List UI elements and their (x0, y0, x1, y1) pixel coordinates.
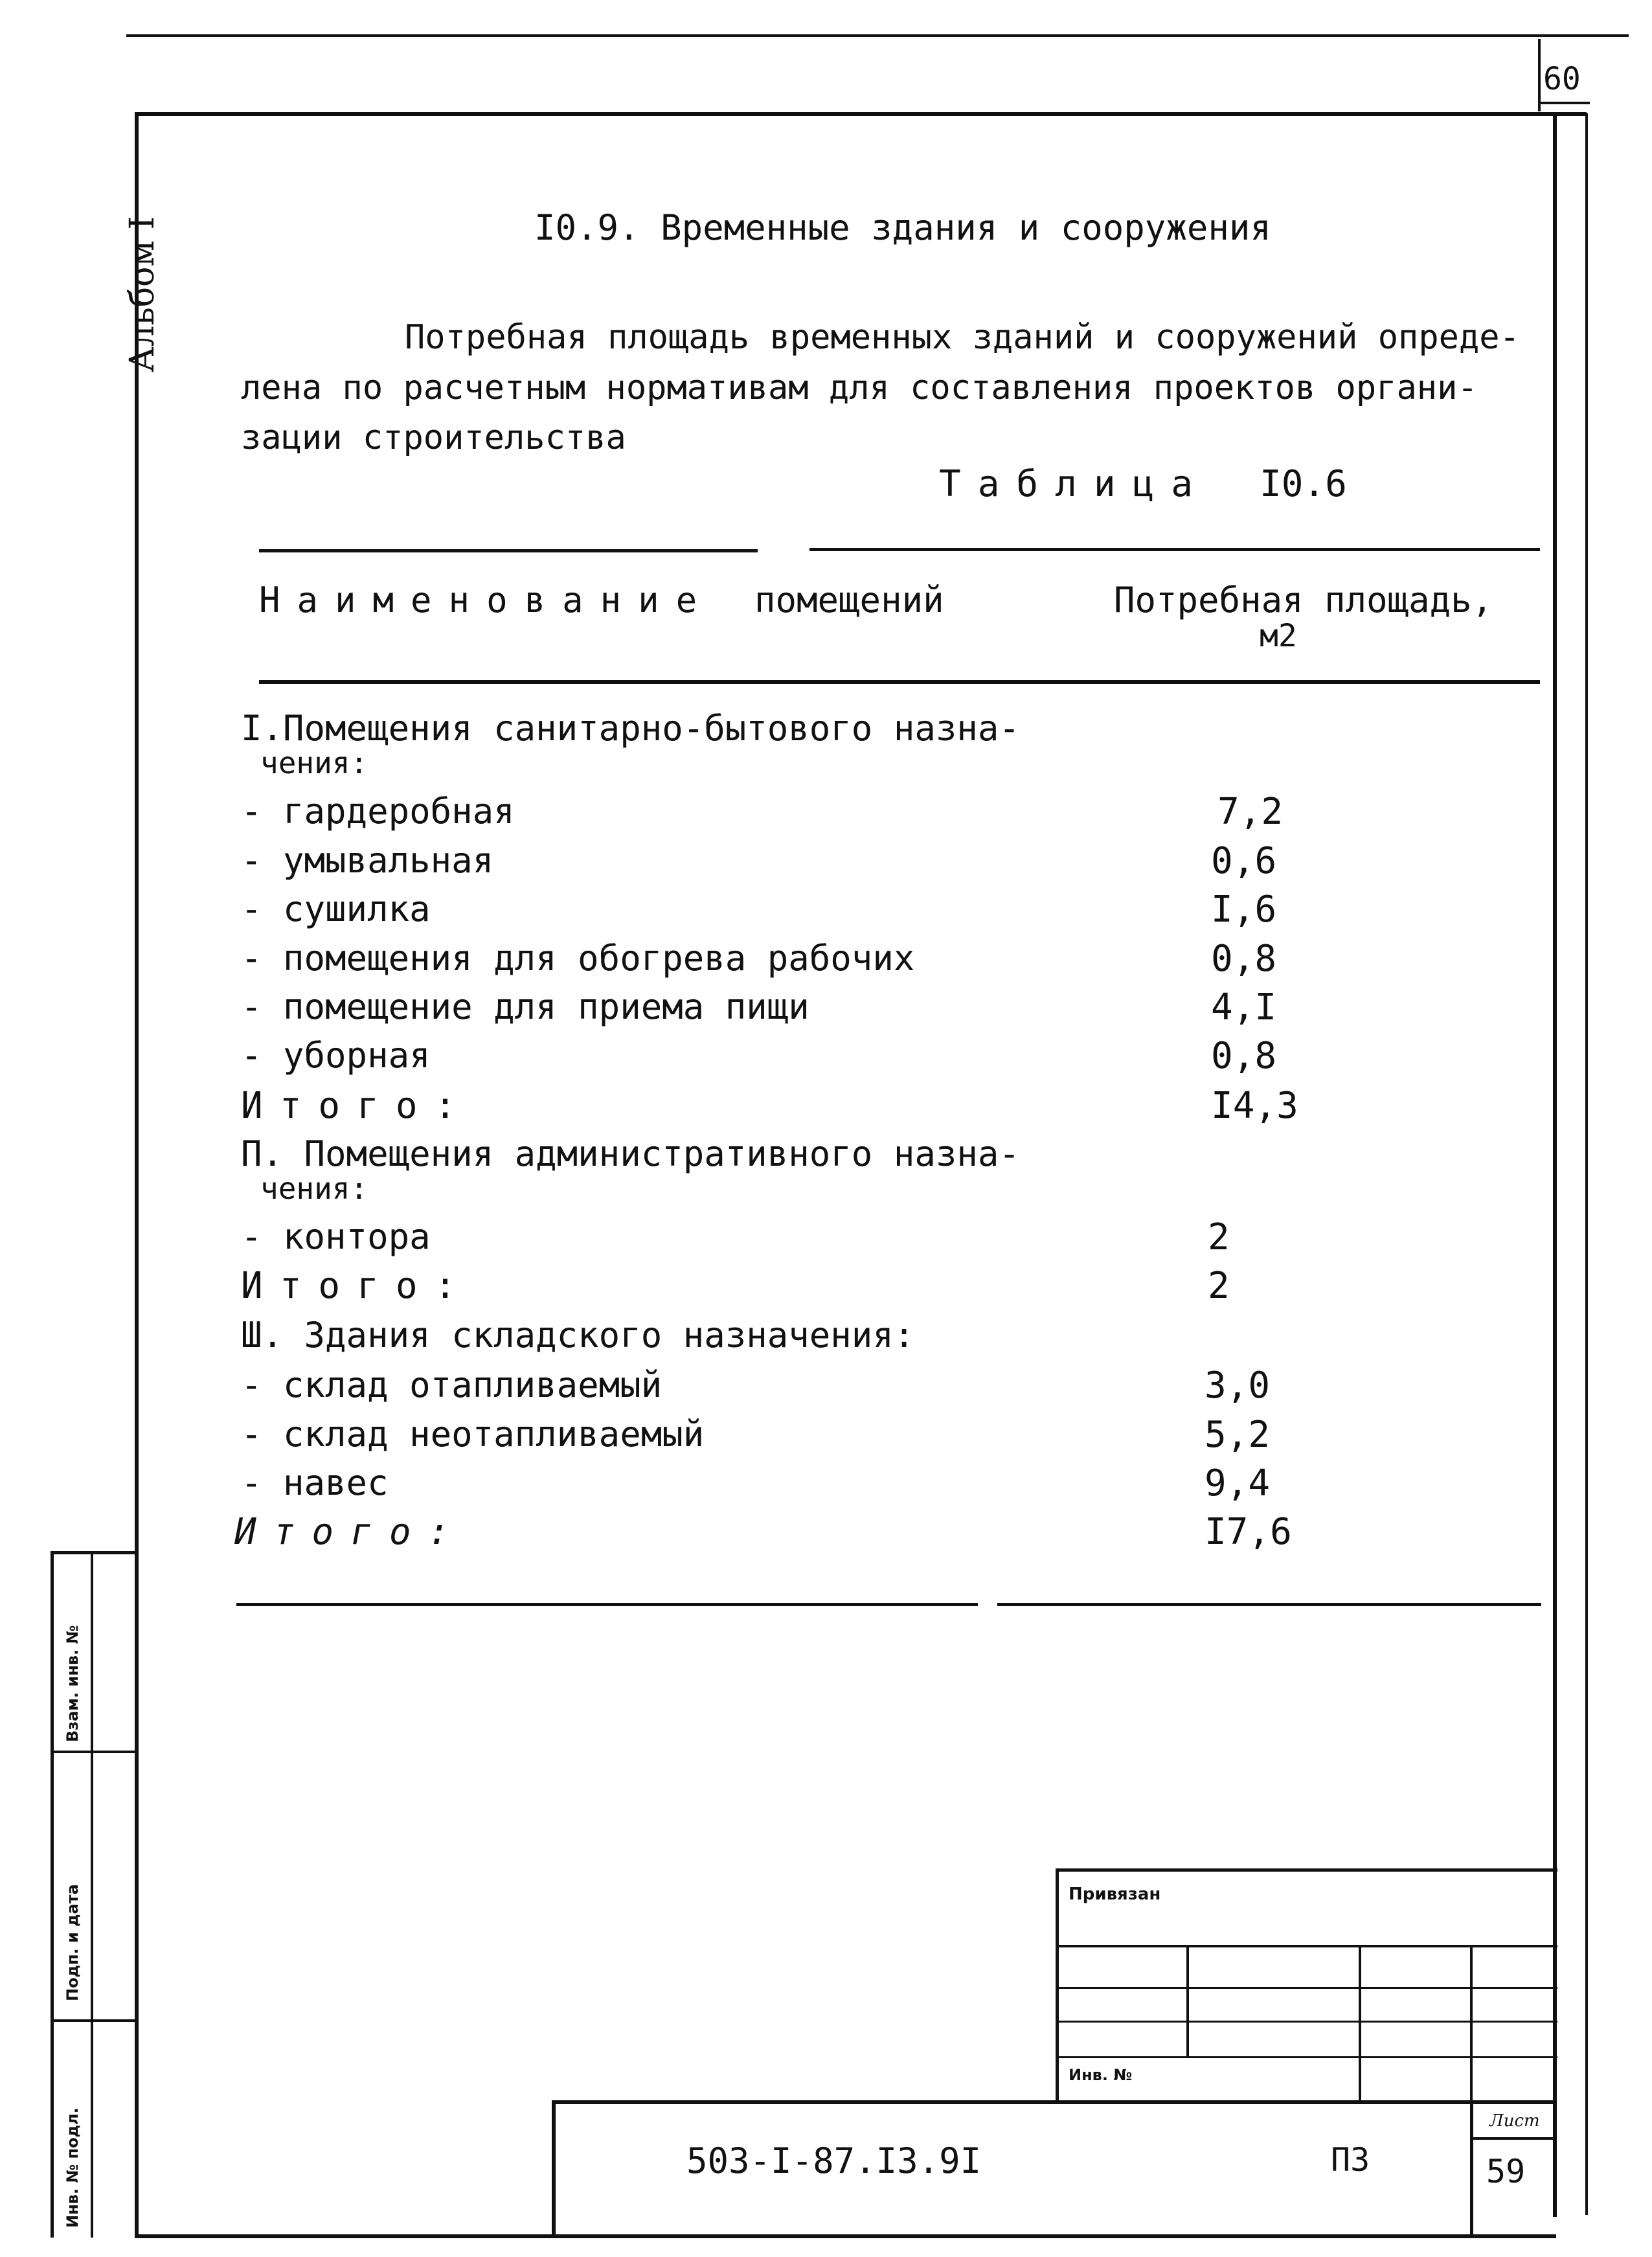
title-block-inv-no: Инв. № (1069, 2066, 1133, 2084)
table-row-value: I,6 (1211, 889, 1277, 931)
table-header-name-word: Наименование (259, 580, 714, 620)
title-block-sheet-sep (1470, 2137, 1557, 2140)
table-row-value: 9,4 (1205, 1462, 1271, 1504)
title-block-privyazan: Привязан (1069, 1885, 1161, 1904)
table-row-name: чения: (260, 1171, 368, 1206)
title-block-grid-v1 (1186, 1945, 1189, 2056)
frame-right-outer-line (1585, 113, 1588, 2215)
frame-top-outer-line (126, 34, 1629, 37)
table-row-value: 0,8 (1211, 1035, 1277, 1077)
title-block-grid-h3 (1056, 2021, 1557, 2023)
table-row-value: 0,8 (1211, 938, 1277, 980)
intro-line-3: зации строительства (241, 418, 626, 457)
side-stamp-vzam-inv: Взам. инв. № (63, 1625, 82, 1742)
table-row-name: - помещение для приема пищи (241, 986, 809, 1027)
title-block-grid-h2 (1056, 1987, 1557, 1989)
page-number-box-left (1538, 39, 1541, 111)
table-row-value: 2 (1208, 1216, 1230, 1258)
side-stamp-mid (91, 1551, 93, 2238)
table-caption-word: Таблица (939, 463, 1210, 505)
side-stamp-podp-data: Подп. и дата (63, 1884, 82, 2001)
title-block-sheet-number: 59 (1486, 2153, 1526, 2190)
side-stamp-inv-podl: Инв. № подл. (63, 2107, 82, 2228)
page-number-box-bottom (1538, 102, 1590, 104)
title-block-sheet-left (1470, 2100, 1473, 2238)
intro-line-1: Потребная площадь временных зданий и сооружений опреде- (405, 318, 1520, 357)
table-row-name: - навес (241, 1462, 389, 1503)
table-bottom-rule-right (997, 1603, 1541, 1606)
table-top-rule-right (809, 548, 1540, 551)
table-row-name: - помещения для обогрева рабочих (241, 938, 915, 979)
title-block-doc-part: ПЗ (1331, 2141, 1370, 2179)
table-row-name: Итого: (241, 1265, 473, 1307)
table-header-area-line2: м2 (1260, 618, 1297, 654)
album-label: Альбом I (123, 216, 162, 372)
table-row-name: - гардеробная (241, 791, 515, 832)
table-row-value: 7,2 (1217, 791, 1284, 833)
table-row-value: 5,2 (1205, 1414, 1271, 1456)
table-row-name: - склад отапливаемый (241, 1365, 662, 1405)
title-block-grid-h1 (1056, 1945, 1557, 1947)
title-block-grid-h4 (1056, 2056, 1557, 2058)
table-header-rule (259, 680, 1540, 684)
table-row-value: 4,I (1211, 986, 1277, 1028)
table-row-value: 3,0 (1205, 1365, 1271, 1407)
table-row-name: I.Помещения санитарно-бытового назна- (241, 708, 1020, 749)
side-stamp-sep2 (51, 2019, 138, 2022)
table-header-name-rest: помещений (754, 580, 944, 620)
title-block-sheet-label: Лист (1489, 2111, 1540, 2131)
frame-bottom-line (135, 2234, 1556, 2238)
frame-right-line (1553, 112, 1557, 2217)
page-number-top: 60 (1543, 61, 1581, 97)
side-stamp-top (51, 1551, 138, 1554)
title-block-doc-code: 503-I-87.I3.9I (686, 2140, 982, 2181)
title-block-privyazan-left (1056, 1868, 1059, 2102)
section-title: I0.9. Временные здания и сооружения (534, 207, 1271, 248)
frame-left-line (135, 112, 139, 2236)
table-row-name: чения: (260, 745, 368, 780)
table-row-value: 0,6 (1211, 840, 1277, 882)
title-block-grid-v3 (1470, 1945, 1473, 2100)
side-stamp-left (51, 1551, 54, 2238)
table-row-value: I4,3 (1211, 1085, 1298, 1127)
table-caption-number: I0.6 (1260, 463, 1347, 505)
side-stamp-sep1 (51, 1751, 138, 1753)
table-row-value: I7,6 (1205, 1511, 1292, 1553)
table-row-name: П. Помещения административного назна- (241, 1133, 1020, 1174)
table-top-rule-left (259, 549, 758, 552)
table-row-name: Итого: (234, 1511, 467, 1553)
title-block-privyazan-top (1056, 1868, 1557, 1872)
intro-line-2: лена по расчетным нормативам для составления проектов органи- (241, 369, 1478, 407)
frame-top-line (181, 112, 1587, 116)
title-block-main-left (552, 2100, 556, 2238)
table-row-name: - контора (241, 1216, 431, 1257)
table-row-name: Ш. Здания складского назначения: (241, 1315, 915, 1355)
table-row-name: Итого: (241, 1085, 473, 1127)
title-block-grid-v2 (1359, 1945, 1361, 2100)
table-row-name: - сушилка (241, 889, 431, 929)
table-bottom-rule-left (236, 1603, 978, 1606)
table-row-name: - склад неотапливаемый (241, 1414, 705, 1455)
table-row-name: - умывальная (241, 840, 494, 881)
table-row-name: - уборная (241, 1035, 431, 1076)
table-row-value: 2 (1208, 1265, 1230, 1307)
frame-topleft-connector (135, 112, 184, 116)
title-block-main-top (552, 2100, 1557, 2104)
table-header-area-line1: Потребная площадь, (1114, 580, 1493, 620)
